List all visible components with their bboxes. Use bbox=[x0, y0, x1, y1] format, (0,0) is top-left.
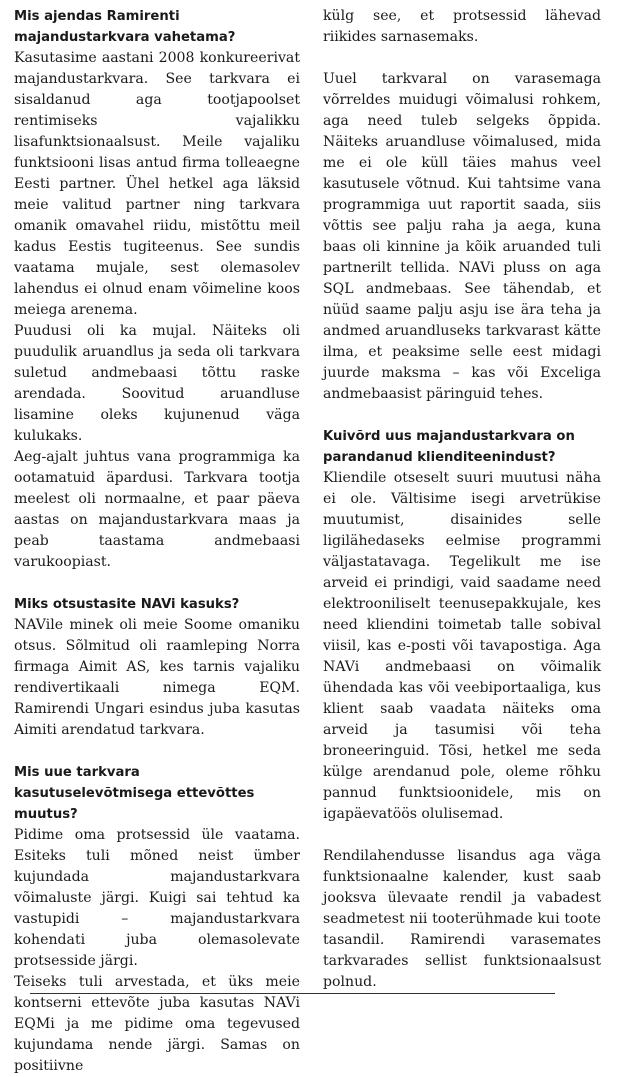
paragraph: külg see, et protsessid lähevad riikides sarnasemaks. bbox=[323, 8, 601, 45]
paragraph: Puudusi oli ka mujal. Näiteks oli puudulik aruandlus ja seda oli tarkvara suletud andmebaasi tõttu raske arendada. Soovitud aruandluse lisamine oleks kujunenud väga kulukaks. bbox=[14, 323, 300, 444]
section-heading: Mis ajendas Ramirenti majandustarkvara vahetama? bbox=[14, 9, 236, 45]
paragraph: Kasutasime aastani 2008 konkureerivat majandustarkvara. See tarkvara ei sisaldanud aga tootjapoolset rentimiseks vajalikku lisafunktsionaalsust. Meile vajaliku funktsiooni lisas antud firma tolleaegne Eesti partner. Ühel hetkel aga läksid meie valitud partner ning tarkvara omanik omavahel riidu, mistõttu meil kadus Eestis tugiteenus. See sundis vaatama mujale, sest olemasolev lahendus ei olnud enam võimeline koos meiega arenema. bbox=[14, 50, 300, 318]
paragraph: Aeg-ajalt juhtus vana programmiga ka ootamatuid äpardusi. Tarkvara tootja meelest oli normaalne, et paar päeva aastas on majandustarkvara maas ja peab taastama andmebaasi varukoopiast. bbox=[14, 449, 300, 570]
bottom-divider bbox=[30, 993, 555, 994]
paragraph: Uuel tarkvaral on varasemaga võrreldes muidugi võimalusi rohkem, aga need tuleb selgeks õppida. Näiteks aruandluse võimalused, mida me ei ole küll täies mahus veel kasutusele võtnud. Kui tahtsime vana programmiga uut raportit saada, siis võttis see palju raha ja aega, kuna baas oli kinnine ja kõik aruanded tuli partnerilt tellida. NAVi pluss on aga SQL andmebaas. See tähendab, et nüüd saame palju asju ise ära teha ja andmed aruandluseks tarkvarast kätte ilma, et peaksime selle eest midagi juurde maksma – kas või Exceliga andmebaasist päringuid tehes. bbox=[323, 71, 601, 402]
left-column bbox=[14, 6, 300, 1077]
right-column bbox=[323, 6, 601, 993]
paragraph: NAVile minek oli meie Soome omaniku otsus. Sõlmitud oli raamleping Norra firmaga Aimit AS, kes tarnis vajaliku rendivertikaali nimega EQM. Ramirendi Ungari esindus juba kasutas Aimiti arendatud tarkvara. bbox=[14, 617, 300, 738]
section-heading: Miks otsustasite NAVi kasuks? bbox=[14, 597, 240, 612]
paragraph: Kliendile otseselt suuri muutusi näha ei ole. Vältisime isegi arvetrükise muutumist, disainides selle ligilähedaseks eelmise programmi väljastatavaga. Tegelikult me ise arveid ei prindigi, vaid saadame need elektrooniliselt teenusepakkujale, kes need kliendini toimetab talle sobival viisil, kas e-posti või tavapostiga. Aga NAVi andmebaasi on võimalik ühendada kas või veebiportaaliga, kus klient saab vaadata näiteks oma arveid ja tasumisi või teha broneeringuid. Tõsi, hetkel me seda külge arendanud pole, oleme rõhku pannud funktsioonidele, mis on igapäevatöös olulisemad. bbox=[323, 470, 601, 822]
section-heading: Kuivõrd uus majandustarkvara on parandanud klienditeenindust? bbox=[323, 429, 575, 465]
paragraph: Rendilahendusse lisandus aga väga funktsionaalne kalender, kust saab jooksva ülevaate rendil ja vabadest seadmetest nii tooterühmade kui toote tasandil. Ramirendi varasemates tarkvarades sellist funktsionaalsust polnud. bbox=[323, 848, 601, 990]
paragraph: Teiseks tuli arvestada, et üks meie kontserni ettevõte juba kasutas NAVi EQMi ja me pidime oma tegevused kujundama nende järgi. Samas on positiivne bbox=[14, 974, 300, 1074]
paragraph: Pidime oma protsessid üle vaatama. Esiteks tuli mõned neist ümber kujundada majandustarkvara võimaluste järgi. Kuigi sai tehtud ka vastupidi – majandustarkvara kohendati juba olemasolevate protsesside järgi. bbox=[14, 827, 300, 969]
section-heading: Mis uue tarkvara kasutuselevõtmisega ettevõttes muutus? bbox=[14, 765, 255, 822]
